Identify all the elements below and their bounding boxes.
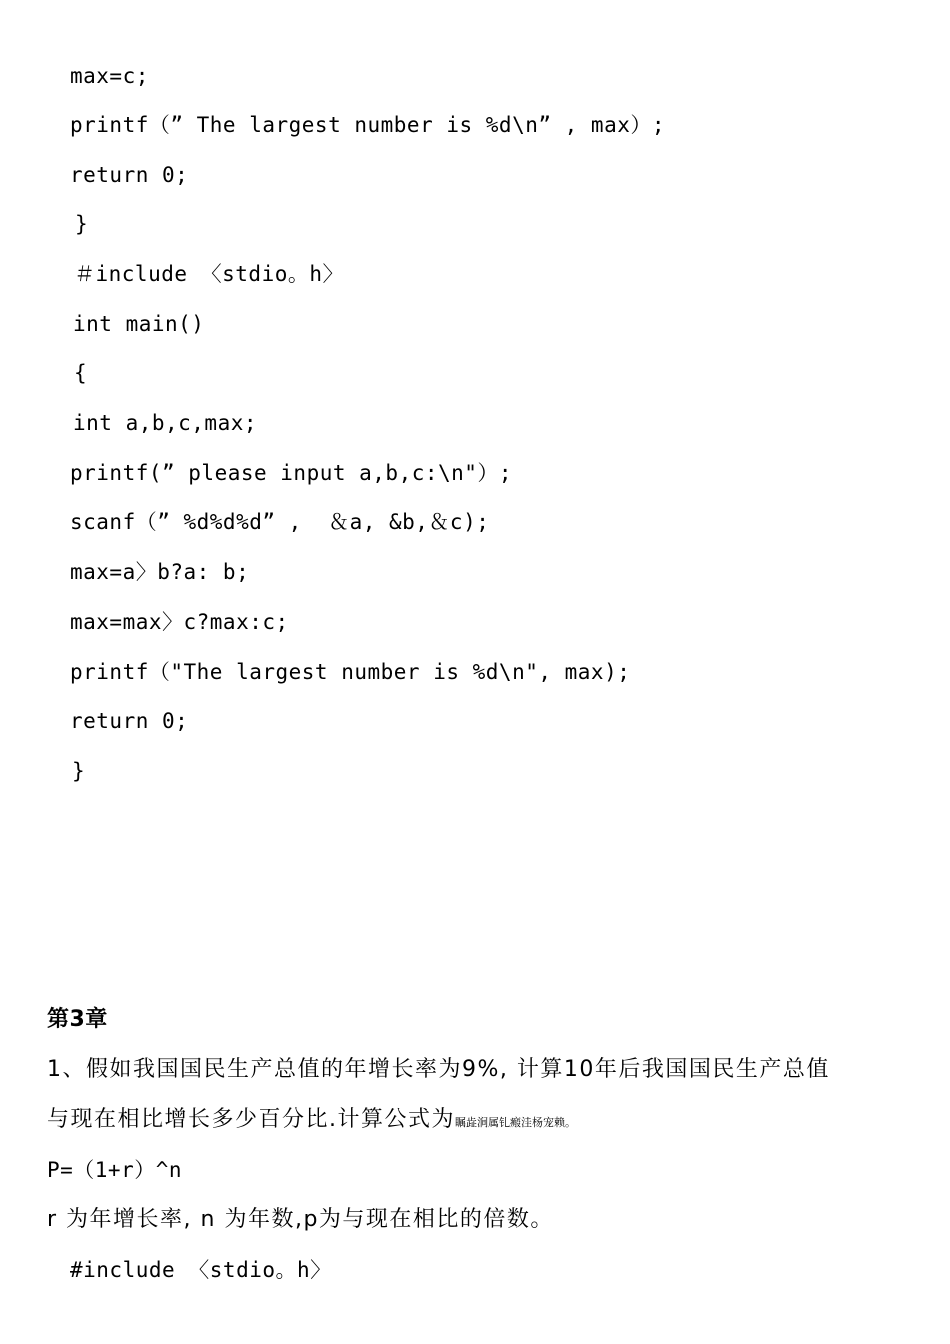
problem-line-2-small-text: 瞩歮涧属钆瘢洼杨宠赖。 — [455, 1116, 576, 1129]
formula: P=（1+r）^n — [47, 1158, 183, 1182]
code-line-open-brace: { — [74, 361, 88, 385]
code-line-close-brace: } — [75, 212, 89, 236]
code-line-int-main: int main() — [73, 312, 205, 336]
code-line-max-c-ternary: max=max〉c?max:c; — [70, 610, 289, 634]
code-line-declare-vars: int a,b,c,max; — [73, 411, 258, 435]
code-line-include: ＃include 〈stdio。h〉 — [74, 262, 345, 286]
problem-line-2 — [47, 1106, 576, 1137]
problem-line-1: 1、假如我国国民生产总值的年增长率为9%, 计算10年后我国国民生产总值 — [47, 1057, 830, 1082]
code-line-return-2: return 0; — [70, 709, 189, 733]
code-line-max-ab: max=a〉b?a: b; — [70, 560, 250, 584]
problem-line-2-text: 与现在相比增长多少百分比.计算公式为 — [47, 1107, 455, 1132]
formula-explanation: r 为年增长率, n 为年数,p为与现在相比的倍数。 — [47, 1207, 554, 1232]
code-line-printf-largest: printf（” The largest number is %d\n” , max）; — [70, 113, 666, 137]
code-line-include-2: #include 〈stdio。h〉 — [70, 1258, 332, 1282]
code-line-return: return 0; — [70, 163, 189, 187]
chapter-title: 第3章 — [47, 1007, 108, 1032]
code-line-scanf: scanf（” %d%d%d” , ＆a, &b,＆c); — [70, 510, 490, 534]
code-line-printf-prompt: printf(” please input a,b,c:\n"）; — [70, 461, 513, 485]
code-line-max-c: max=c; — [70, 64, 149, 88]
code-line-close-brace-2: } — [72, 759, 86, 783]
code-line-printf-result: printf（"The largest number is %d\n", max); — [70, 660, 631, 684]
